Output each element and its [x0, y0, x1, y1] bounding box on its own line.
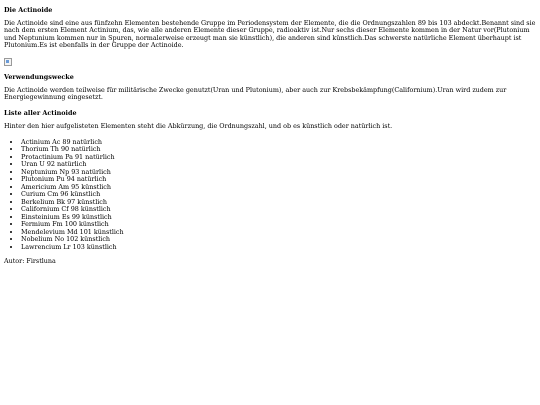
usage-heading: Verwendungswecke	[4, 72, 74, 81]
list-item: • Californium Cf 98 künstlich	[21, 206, 536, 214]
intro-paragraph: Die Actinoide sind eine aus fünfzehn Elementen bestehende Gruppe im Periodensystem der Elemente, die die Ordnungszahlen 89 bis 103 abdeckt.Benannt sind sie nach dem ersten Element Actinium, das, wie alle anderen Elemente dieser Gruppe, radioaktiv ist.Nur sechs dieser Elemente kommen in der Natur vor(Plutonium und Neptunium kommen nur in Spuren, normalerweise erzeugt man sie künstlich), die anderen sind künstlich.Das schwerste natürliche Element überhaupt ist Plutonium.Es ist ebenfalls in der Gruppe der Actinoide.	[4, 19, 536, 50]
list-item: • Fermium Fm 100 künstlich	[21, 221, 536, 229]
list-item: • Berkelium Bk 97 künstlich	[21, 199, 536, 207]
list-item: • Lawrencium Lr 103 künstlich	[21, 244, 536, 252]
list-item: • Americium Am 95 künstlich	[21, 184, 536, 192]
list-item: • Einsteinium Es 99 künstlich	[21, 214, 536, 222]
broken-image-icon	[4, 58, 12, 66]
author-line: Autor: Firstluna	[4, 257, 56, 266]
list-item: • Thorium Th 90 natürlich	[21, 146, 536, 154]
list-item: • Plutonium Pu 94 natürlich	[21, 176, 536, 184]
list-item: • Protactinium Pa 91 natürlich	[21, 154, 536, 162]
list-item: • Neptunium Np 93 natürlich	[21, 169, 536, 177]
list-item: • Mendelevium Md 101 künstlich	[21, 229, 536, 237]
list-intro-paragraph: Hinter den hier aufgelisteten Elementen steht die Abkürzung, die Ordnungszahl, und ob es künstlich oder natürlich ist.	[4, 122, 393, 131]
list-item: • Curium Cm 96 künstlich	[21, 191, 536, 199]
list-item: • Actinium Ac 89 natürlich	[21, 139, 536, 147]
usage-paragraph: Die Actinoide werden teilweise für militärische Zwecke genutzt(Uran und Plutonium), aber auch zur Krebsbekämpfung(Californium).Uran wird zudem zur Energiegewinnung eingesetzt.	[4, 85, 507, 102]
list-item: • Nobelium No 102 künstlich	[21, 236, 536, 244]
page-title: Die Actinoide	[4, 6, 53, 14]
actinoid-list	[4, 139, 536, 252]
list-heading: Liste aller Actinoide	[4, 109, 77, 118]
list-item: • Uran U 92 natürlich	[21, 161, 536, 169]
